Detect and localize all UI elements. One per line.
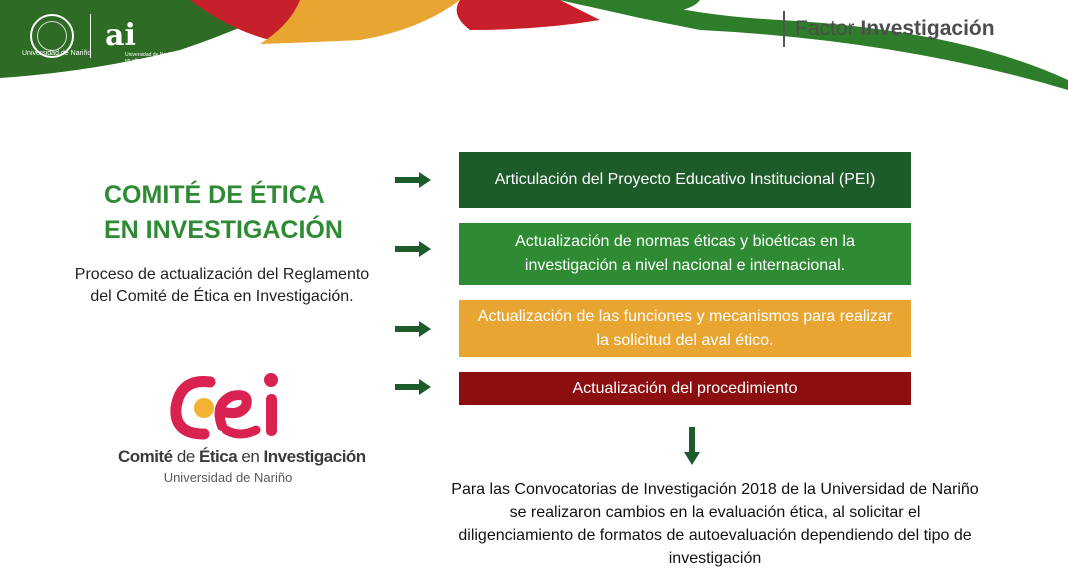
arrow-right-icon bbox=[395, 241, 431, 257]
factor-heading bbox=[783, 10, 995, 48]
process-item-funciones bbox=[459, 300, 911, 357]
factor-divider bbox=[783, 11, 785, 47]
process-item-normas bbox=[459, 223, 911, 285]
process-item-label: Articulación del Proyecto Educativo Institucional (PEI) bbox=[494, 171, 876, 188]
page-title-line2: EN INVESTIGACIÓN bbox=[104, 216, 343, 244]
process-item-label: Actualización de normas éticas y bioéticas en la investigación a nivel nacional e internacional. bbox=[515, 233, 855, 274]
ai-logo: ai bbox=[105, 17, 136, 53]
page-title-line1: COMITÉ DE ÉTICA bbox=[104, 181, 325, 209]
arrow-right-icon bbox=[395, 379, 431, 395]
header-banner bbox=[0, 0, 1068, 90]
process-item-label: Actualización de las funciones y mecanismos para realizar la solicitud del aval ético. bbox=[477, 307, 893, 349]
arrow-down-icon bbox=[684, 427, 700, 465]
arrow-right-icon bbox=[395, 321, 431, 337]
arrow-right-icon bbox=[395, 172, 431, 188]
factor-title: Factor Investigación bbox=[795, 17, 995, 40]
ai-subtext: Universidad de Nariño · Acreditada en alta calidad bbox=[125, 52, 203, 64]
cei-logo-university: Universidad de Nariño bbox=[163, 470, 293, 485]
conclusion-note: Para las Convocatorias de Investigación 2018 de la Universidad de Nariño se realizaron cambios en la evaluación ética, al solicitar el diligenciamiento de formatos de autoevaluación dependiendo del tipo de investigación bbox=[451, 481, 979, 567]
university-small-label: Universidad de Nariño bbox=[22, 50, 92, 57]
cei-logo-name: Comité de Ética en Investigación bbox=[118, 447, 366, 466]
process-item-label: Actualización del procedimiento bbox=[572, 379, 798, 397]
cei-logo-icon bbox=[170, 368, 286, 444]
page-subtitle: Proceso de actualización del Reglamento del Comité de Ética en Investigación. bbox=[74, 266, 370, 305]
process-item-procedimiento bbox=[459, 372, 911, 405]
page-title bbox=[104, 178, 343, 248]
process-item-pei bbox=[459, 152, 911, 208]
university-logos bbox=[22, 8, 203, 64]
